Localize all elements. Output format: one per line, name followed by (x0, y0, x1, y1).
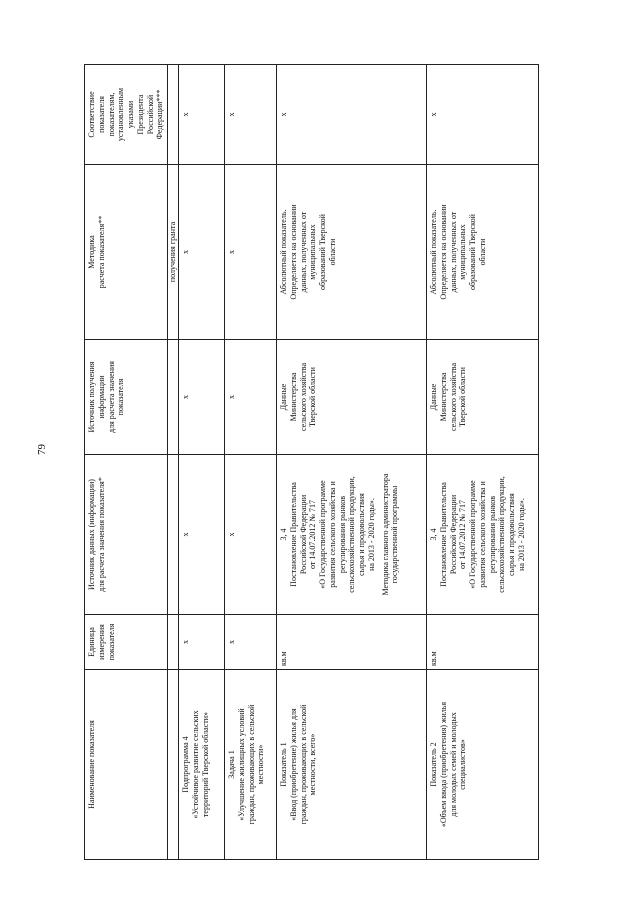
row-source: 3, 4 Постановление Правительства Российской Федерации от 14.07.2012 № 717 «О Государственной программе развития сельского хозяйства и регулирования рынков сельскохозяйственной продукции, сырья и продовольствия на 2013 - 2020 годы». (427, 455, 539, 615)
indicators-table (84, 64, 539, 860)
row-name: Задача 1 «Улучшение жилищных условий граждан, проживающих в сельской местности» (225, 670, 277, 860)
header-method-source: Источник получения информации для расчета значения показателя (85, 340, 168, 455)
row-unit: х (179, 615, 225, 670)
row-name: Показатель 2 «Объем ввода (приобретения) жилья для молодых семей и молодых специалистов» (427, 670, 539, 860)
table-row (179, 65, 225, 860)
row-compliance: х (225, 65, 277, 165)
row-compliance: х (427, 65, 539, 165)
row-method: х (225, 165, 277, 340)
row-unit: кв.м (427, 615, 539, 670)
row-unit: кв.м (277, 615, 427, 670)
header-name: Наименование показателя (85, 670, 168, 860)
row-method-source: Данные Министерства сельского хозяйства Тверской области (277, 340, 427, 455)
row-method-source: х (179, 340, 225, 455)
row-source: х (225, 455, 277, 615)
header-row (85, 65, 168, 860)
header-source: Источник данных (информации) для расчета значения показателя* (85, 455, 168, 615)
row-method-source: Данные Министерства сельского хозяйства Тверской области (427, 340, 539, 455)
row-method: х (179, 165, 225, 340)
page-number: 79 (36, 444, 48, 455)
row-method: Абсолютный показатель. Определяется на основании данных, полученных от муниципальных образований Тверской области (277, 165, 427, 340)
rotated-table-wrapper (84, 65, 539, 860)
fragment-row (168, 65, 179, 860)
row-compliance: х (179, 65, 225, 165)
row-name: Показатель 1 «Ввод (приобретение) жилья для граждан, проживающих в сельской местности, всего» (277, 670, 427, 860)
row-source: 3, 4 Постановление Правительства Российской Федерации от 14.07.2012 № 717 «О Государственной программе развития сельского хозяйства и регулирования рынков сельскохозяйственной продукции, сырья и продовольствия на 2013 - 2020 годы». Методика главного администратора государственной программы (277, 455, 427, 615)
row-method: Абсолютный показатель. Определяется на основании данных, полученных от муниципальных образований Тверской области (427, 165, 539, 340)
header-compliance: Соответствие показателя показателям, установленным указами Президента Российской Федерации*** (85, 65, 168, 165)
header-method: Методика расчета показателя** (85, 165, 168, 340)
row-method-source: х (225, 340, 277, 455)
fragment-text: получения гранта (168, 165, 179, 340)
table-row (427, 65, 539, 860)
row-name: Подпрограмма 4 «Устойчивое развитие сельских территорий Тверской области» (179, 670, 225, 860)
header-unit: Единица измерения показателя (85, 615, 168, 670)
table-row (277, 65, 427, 860)
row-source: х (179, 455, 225, 615)
row-unit: х (225, 615, 277, 670)
row-compliance: х (277, 65, 427, 165)
table-row (225, 65, 277, 860)
